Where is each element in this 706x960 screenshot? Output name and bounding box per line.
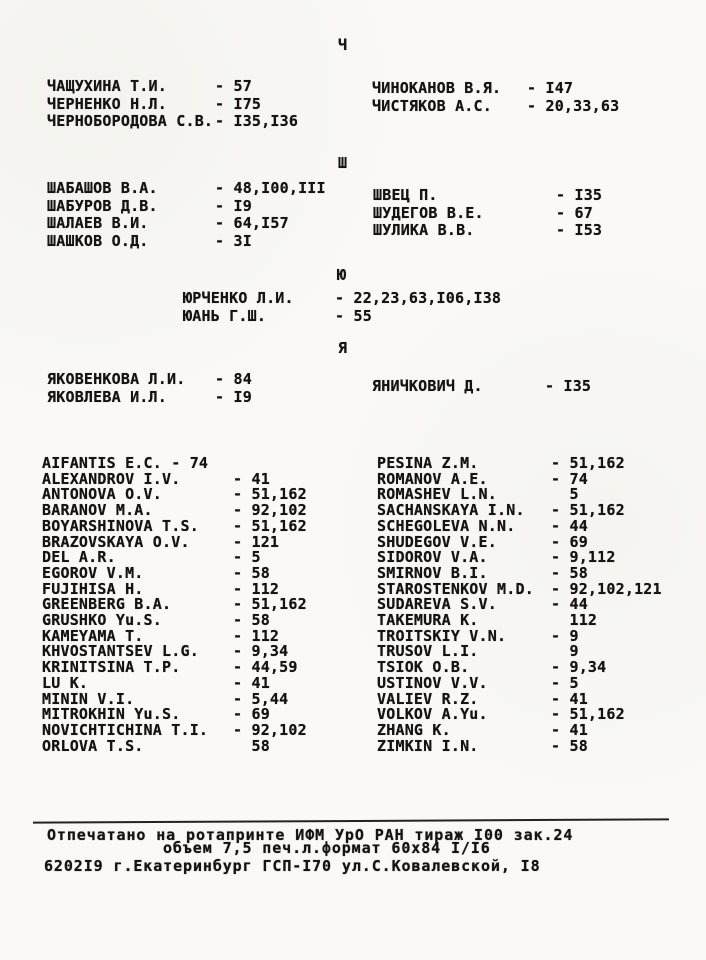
page-numbers: - 44: [551, 595, 588, 614]
author-name: GRUSHKO Yu.S.: [42, 611, 162, 630]
latin-index-left-column: [42, 456, 307, 754]
author-name: ЯНИЧКОВИЧ Д.: [372, 377, 483, 395]
author-name: USTINOV V.V.: [377, 673, 488, 692]
page-numbers: - 92,102: [233, 501, 307, 520]
page-numbers: - 67: [556, 203, 593, 222]
index-entry: [373, 187, 602, 205]
page-numbers: - 9,112: [551, 548, 616, 567]
page-numbers: - 51,162: [551, 454, 625, 472]
author-name: SMIRNOV B.I.: [377, 563, 488, 582]
author-name: EGOROV V.M.: [42, 563, 144, 582]
author-name: SACHANSKAYA I.N.: [377, 501, 525, 520]
footer-divider-line: [33, 818, 669, 823]
index-entry: [183, 308, 501, 326]
page-numbers: - 51,162: [551, 705, 625, 724]
author-name: ЧАЩУХИНА Т.И.: [47, 77, 167, 95]
author-name: KRINITSINA T.P.: [42, 658, 181, 677]
index-entry: [373, 222, 602, 240]
author-name: KAMEYAMA T.: [42, 626, 144, 645]
index-entry: [47, 389, 252, 407]
author-name: TSIOK O.B.: [377, 658, 470, 677]
author-name: SHUDEGOV V.E.: [377, 532, 497, 551]
author-name: VALIEV R.Z.: [377, 689, 479, 708]
page-numbers: - 92,102,121: [551, 579, 662, 598]
page-numbers: - I35,I36: [215, 112, 299, 131]
page-numbers: - 112: [233, 579, 280, 598]
index-entry: [377, 736, 662, 755]
section-sh-left-column: [47, 180, 326, 250]
page-numbers: - I9: [215, 196, 252, 215]
page-numbers: - 51,162: [233, 595, 307, 614]
author-name: FUJIHISA H.: [42, 579, 144, 598]
author-name: SCHEGOLEVA N.N.: [377, 516, 516, 535]
index-entry: [42, 736, 307, 755]
page-numbers: - 44,59: [233, 658, 298, 677]
section-sh-right-column: [373, 187, 602, 240]
author-name: ЧИНОКАНОВ В.Я.: [372, 79, 502, 97]
author-name: ШАЛАЕВ В.И.: [47, 214, 149, 233]
author-name: ZHANG K.: [377, 720, 451, 739]
page-numbers: 5: [551, 485, 579, 504]
author-name: TAKEMURA K.: [377, 611, 479, 630]
author-name: ЯКОВЛЕВА И.Л.: [47, 387, 167, 406]
page-numbers: - 69: [233, 705, 270, 724]
author-name: TRUSOV L.I.: [377, 642, 479, 661]
author-name: ШАШКОВ О.Д.: [47, 231, 149, 250]
index-entry: [47, 371, 252, 389]
page-numbers: 9: [551, 642, 579, 661]
index-entry: [47, 78, 298, 96]
page-numbers: - 9,34: [233, 642, 289, 661]
author-name: ЮАНЬ Г.Ш.: [183, 306, 267, 325]
section-ch-left-column: [47, 78, 298, 131]
author-name: ORLOVA T.S.: [42, 736, 144, 755]
page-numbers: - 48,I00,III: [215, 179, 326, 197]
section-letter-sh: Ш: [338, 154, 348, 172]
page-numbers: - 121: [233, 532, 280, 551]
page-numbers: - 112: [233, 626, 280, 645]
author-name: LU K.: [42, 673, 89, 692]
author-name: STAROSTENKOV M.D.: [377, 579, 534, 598]
imprint-line-volume: объем 7,5 печ.л.формат 60х84 I/I6: [163, 839, 491, 857]
page-numbers: - 5,44: [233, 689, 289, 708]
page-numbers: - 9: [551, 626, 579, 645]
index-entry: [47, 96, 298, 114]
page-numbers: 112: [551, 611, 598, 630]
page-numbers: - 58: [233, 563, 270, 582]
page-numbers: - I53: [556, 221, 603, 240]
author-name: ЮРЧЕНКО Л.И.: [183, 289, 294, 307]
page-numbers: - 41: [233, 673, 270, 692]
section-ch-right-column: [372, 80, 619, 115]
author-name: GREENBERG B.A.: [42, 595, 172, 614]
page-numbers: - 20,33,63: [527, 96, 620, 115]
page-numbers: - I75: [215, 94, 262, 113]
index-entry: [47, 215, 326, 233]
author-name: ШУДЕГОВ В.Е.: [373, 203, 484, 222]
page-numbers: - 58: [551, 563, 588, 582]
page-numbers: - 58: [233, 611, 270, 630]
imprint-line-address: 6202I9 г.Екатеринбург ГСП-I70 ул.С.Ковалевской, I8: [44, 857, 541, 875]
author-name: KHVOSTANTSEV L.G.: [42, 642, 199, 661]
author-name: ЧЕРНЕНКО Н.Л.: [47, 94, 167, 113]
index-entry: [47, 180, 326, 198]
index-entry: [372, 98, 619, 116]
author-name: PESINA Z.M.: [377, 454, 479, 472]
author-name: ЧИСТЯКОВ А.С.: [372, 96, 492, 115]
author-name: ЧЕРНОБОРОДОВА С.В.: [47, 112, 214, 131]
page-numbers: - I35: [556, 186, 603, 204]
author-name: ROMASHEV L.N.: [377, 485, 497, 504]
page-numbers: - 51,162: [233, 485, 307, 504]
page-numbers: - 22,23,63,I06,I38: [335, 289, 502, 307]
page-numbers: - 69: [551, 532, 588, 551]
author-name: ANTONOVA O.V.: [42, 485, 162, 504]
author-name: AIFANTIS E.C. - 74: [42, 454, 209, 472]
author-name: ШВЕЦ П.: [373, 186, 438, 204]
page-numbers: - 64,I57: [215, 214, 289, 233]
page-numbers: - 58: [551, 736, 588, 755]
author-name: NOVICHTICHINA T.I.: [42, 720, 209, 739]
page-numbers: - 9,34: [551, 658, 607, 677]
section-letter-ya: Я: [338, 339, 348, 357]
section-ya-left-column: [47, 371, 252, 406]
page-numbers: - 5: [233, 548, 261, 567]
latin-index-right-column: [377, 456, 662, 754]
page-numbers: - 57: [215, 77, 252, 95]
page-numbers: - 41: [551, 689, 588, 708]
author-name: ALEXANDROV I.V.: [42, 469, 181, 488]
author-name: ШАБАШОВ В.А.: [47, 179, 158, 197]
page-numbers: - 51,162: [233, 516, 307, 535]
page-numbers: - 92,102: [233, 720, 307, 739]
section-letter-ch: Ч: [338, 36, 348, 54]
page-numbers: - 5: [551, 673, 579, 692]
author-name: BOYARSHINOVA T.S.: [42, 516, 199, 535]
index-entry: [372, 378, 591, 396]
index-entry: [183, 290, 501, 308]
page-numbers: 58: [233, 736, 270, 755]
page-numbers: - I35: [545, 377, 592, 395]
author-name: BRAZOVSKAYA O.V.: [42, 532, 190, 551]
page-numbers: - I47: [527, 79, 574, 97]
page-numbers: - 74: [551, 469, 588, 488]
author-name: TROITSKIY V.N.: [377, 626, 507, 645]
index-entry: [47, 198, 326, 216]
page-numbers: - 44: [551, 516, 588, 535]
page-numbers: - 55: [335, 306, 372, 325]
author-name: ROMANOV A.E.: [377, 469, 488, 488]
author-name: SIDOROV V.A.: [377, 548, 488, 567]
page-numbers: - I9: [215, 387, 252, 406]
author-name: ШАБУРОВ Д.В.: [47, 196, 158, 215]
author-name: MININ V.I.: [42, 689, 135, 708]
index-entry: [47, 233, 326, 251]
author-name: SUDAREVA S.V.: [377, 595, 497, 614]
section-ya-right-column: [372, 378, 591, 396]
author-name: MITROKHIN Yu.S.: [42, 705, 181, 724]
imprint-line-printer: Отпечатано на ротапринте ИФМ УрО РАН тираж I00 зак.24: [47, 826, 574, 844]
index-entry: [47, 113, 298, 131]
page-numbers: - 41: [551, 720, 588, 739]
page-numbers: - 3I: [215, 231, 252, 250]
page-numbers: - 41: [233, 469, 270, 488]
author-name: BARANOV M.A.: [42, 501, 153, 520]
index-entry: [372, 80, 619, 98]
author-name: ШУЛИКА В.В.: [373, 221, 475, 240]
author-name: DEL A.R.: [42, 548, 116, 567]
author-name: VOLKOV A.Yu.: [377, 705, 488, 724]
section-letter-yu: Ю: [337, 266, 347, 284]
page-numbers: - 51,162: [551, 501, 625, 520]
page-numbers: - 84: [215, 370, 252, 388]
section-yu-center-column: [183, 290, 501, 325]
author-name: ZIMKIN I.N.: [377, 736, 479, 755]
index-entry: [373, 205, 602, 223]
author-name: ЯКОВЕНКОВА Л.И.: [47, 370, 186, 388]
